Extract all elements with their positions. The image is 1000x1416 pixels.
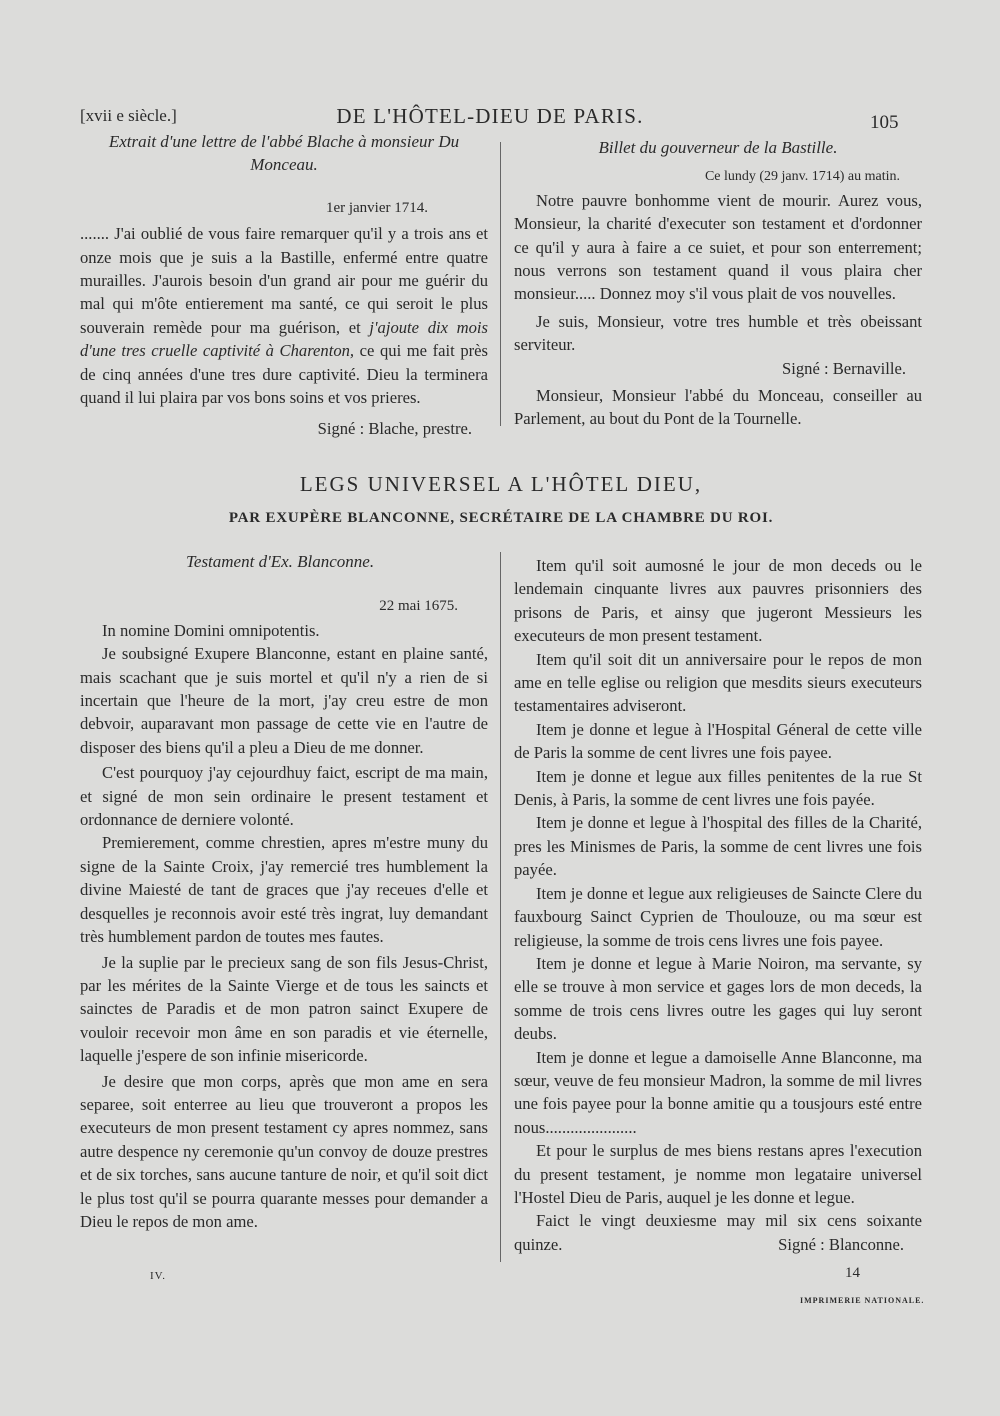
letter-body-italic: j'ajoute dix mois d'une tres cruelle captivité à Charenton,: [80, 317, 488, 361]
testament-item: Item qu'il soit dit un anniversaire pour le repos de mon ame en telle eglise ou religion que mesdits sieurs executeurs testamentaires adviseront.: [514, 649, 922, 716]
testament-paragraph: Je desire que mon corps, après que mon ame en sera separee, soit enterree au lieu que trouveront a propos les executeurs de mon present testament cy apres nommez, sans autre despence ny ceremonie qu'un convoy de douze prestres et de six torches, sans aucune tanture de noir, et qu'il soit dict le plus tost qu'il se pourra quarante messes pour demander a Dieu le repos de mon ame.: [80, 1071, 488, 1231]
testament-right-column: [514, 554, 922, 1257]
testament-item: Item je donne et legue a damoiselle Anne Blanconne, ma sœur, veuve de feu monsieur Madron, la somme de mil livres une fois payee pour la bonne amitie qu a tousjours esté entre nous......................: [514, 1047, 922, 1137]
page-number: 105: [870, 112, 899, 133]
billet-date: Ce lundy (29 janv. 1714) au matin.: [704, 169, 900, 185]
testament-paragraph: In nomine Domini omnipotentis.: [102, 620, 320, 640]
section-title: LEGS UNIVERSEL A L'HÔTEL DIEU,: [299, 472, 703, 496]
testament-item: Et pour le surplus de mes biens restans apres l'execution du present testament, je nomme mon legataire universel l'Hostel Dieu de Paris, auquel je les donne et legue.: [514, 1141, 922, 1207]
printer-imprint: IMPRIMERIE NATIONALE.: [800, 1296, 925, 1305]
letter-title: Extrait d'une lettre de l'abbé Blache à monsieur Du Monceau.: [108, 132, 460, 175]
testament-signature: Signé : Blanconne.: [778, 1235, 904, 1255]
testament-item: Item je donne et legue aux religieuses de Saincte Clere du fauxbourg Sainct Cyprien de Thoulouze, ou ma sœur est religieuse, la somme de trois cens livres une fois payee.: [514, 883, 922, 950]
letter-body: [80, 222, 488, 409]
column-divider-top: [500, 142, 501, 426]
header-century: [xvii e siècle.]: [80, 106, 177, 125]
letter-body-start: ....... J'ai oublié de vous faire remarquer qu'il y a trois ans et onze mois que je suis a la Bastille, enfermé entre quatre murailles. J'aurois besoin d'un grand air pour me guérir du mal qui m'ôte entierement ma santé, ce qui seroit le plus souverain remède pour ma guérison, et: [80, 224, 488, 337]
billet-paragraph-3: Monsieur, Monsieur l'abbé du Monceau, conseiller au Parlement, au bout du Pont de la Tournelle.: [514, 386, 922, 429]
sheet-number: 14: [845, 1265, 860, 1281]
signature-mark: IV.: [150, 1270, 166, 1282]
letter-body-end: ce qui me fait près de cinq années d'une tres dure captivité. Dieu la terminera quand il lui plaira par vos bons soins et vos prieres.: [80, 341, 488, 408]
letter-signature: Signé : Blache, prestre.: [317, 419, 472, 439]
letter-date: 1er janvier 1714.: [325, 199, 428, 216]
section-subtitle: PAR EXUPÈRE BLANCONNE, SECRÉTAIRE DE LA CHAMBRE DU ROI.: [228, 510, 774, 526]
testament-title: Testament d'Ex. Blanconne.: [186, 552, 375, 571]
testament-paragraph: Je soubsigné Exupere Blanconne, estant en plaine santé, mais scachant que je suis mortel et qu'il n'y a rien de si incertain que l'heure de la mort, j'ay creu estre de mon debvoir, auparavant mon passage de cette vie en l'autre de disposer des biens qu'il a pleu a Dieu de me donner.: [80, 644, 488, 757]
billet-section: [514, 136, 922, 431]
billet-title: Billet du gouverneur de la Bastille.: [598, 138, 838, 157]
testament-item: Item je donne et legue à Marie Noiron, ma servante, sy elle se trouve à mon service et gages lors de mon deceds, la somme de trois cens livres outre les gages qui luy seront deubs.: [514, 953, 922, 1044]
testament-item: Item je donne et legue à l'hospital des filles de la Charité, pres les Minismes de Paris, la somme de cent livres une fois payée.: [514, 813, 922, 880]
running-title: DE L'HÔTEL-DIEU DE PARIS.: [336, 104, 644, 128]
letter-section: [80, 130, 488, 441]
billet-signature: Signé : Bernaville.: [782, 358, 906, 378]
testament-date: 22 mai 1675.: [379, 598, 458, 615]
testament-item: Item qu'il soit aumosné le jour de mon deceds ou le lendemain cinquante livres aux pauvres prisonniers des prisons de Paris, et ainsy que jugeront Messieurs les executeurs de mon present testament.: [514, 556, 922, 646]
column-divider-bottom: [500, 552, 501, 1262]
billet-paragraph-2: Je suis, Monsieur, votre tres humble et très obeissant serviteur.: [514, 311, 922, 355]
testament-item: Item je donne et legue aux filles penitentes de la rue St Denis, à Paris, la somme de cent livres une fois payée.: [514, 766, 922, 810]
billet-paragraph-1: Notre pauvre bonhomme vient de mourir. Aurez vous, Monsieur, la charité d'executer son testament et d'ordonner ce qu'il y aura à faire a ce suiet, et pour son enterrement; nous verrons son testament quand il vous plaira cher monsieur..... Donnez moy s'il vous plait de vos nouvelles.: [514, 190, 922, 304]
testament-paragraph: Je la suplie par le precieux sang de son fils Jesus-Christ, par les mérites de la Sainte Vierge et de tous les saincts et sainctes de Paradis et de mon patron sainct Exupere de vouloir recevoir mon âme en son paradis et vie éternelle, laquelle j'espere de son infinie misericorde.: [80, 952, 488, 1066]
testament-paragraph: C'est pourquoy j'ay cejourdhuy faict, escript de ma main, et signé de mon sein ordinaire le present testament et ordonnance de derniere volonté.: [80, 763, 488, 830]
testament-item: Item je donne et legue à l'Hospital Géneral de cette ville de Paris la somme de cent livres une fois payee.: [514, 719, 922, 763]
testament-item: Faict le vingt deuxiesme may mil six cens soixante quinze.: [514, 1211, 922, 1254]
testament-left-column: [80, 550, 488, 1233]
testament-paragraph: Premierement, comme chrestien, apres m'estre muny du signe de la Sainte Croix, j'ay remercié tres humblement la divine Maiesté de tant de graces que j'ay receues d'elle et desquelles je reconnois avoir esté très ingrat, luy demandant très humblement pardon de toutes mes fautes.: [80, 833, 488, 947]
